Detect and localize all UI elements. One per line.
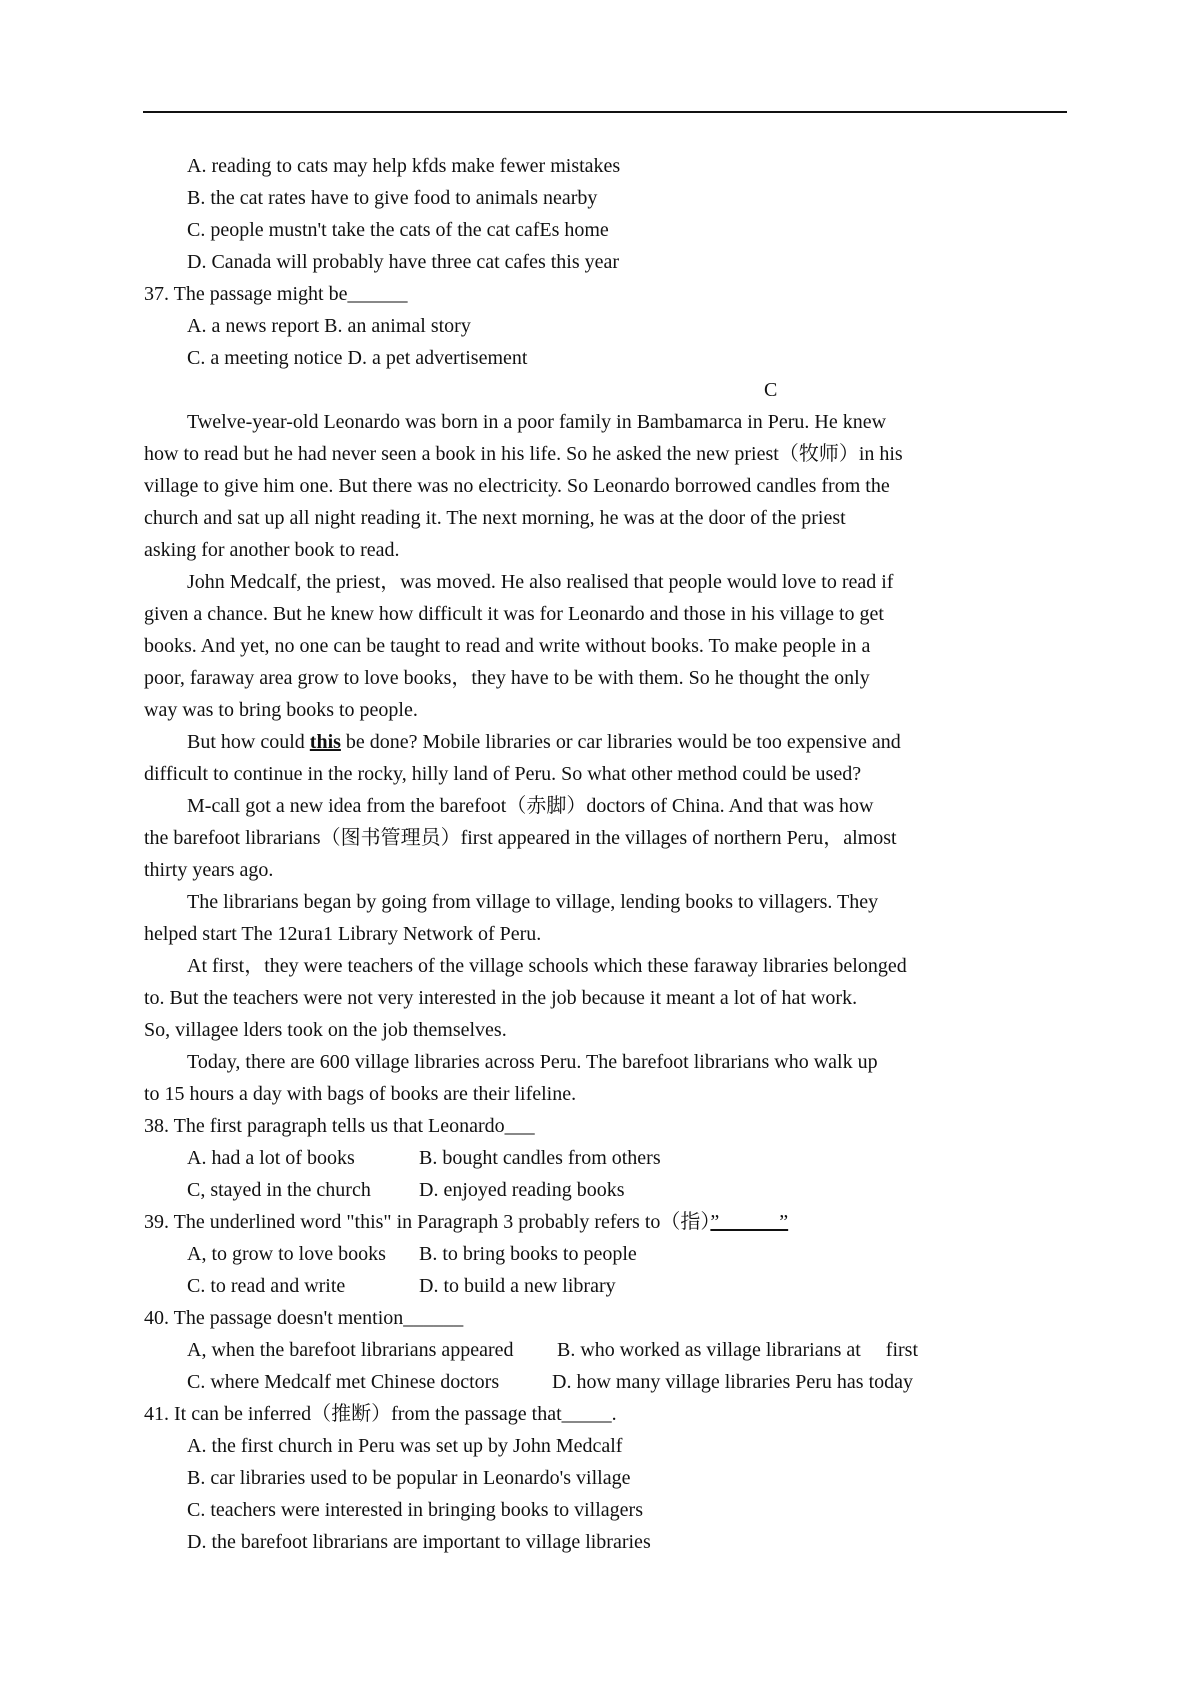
q38-option-a: A. had a lot of books: [187, 1147, 355, 1169]
q40-option-c: C. where Medcalf met Chinese doctors: [187, 1371, 500, 1393]
q41-option-a: A. the first church in Peru was set up by John Medcalf: [187, 1435, 623, 1457]
passage-text: be done? Mobile libraries or car libraries would be too expensive and: [340, 731, 901, 753]
q38-stem: 38. The first paragraph tells us that Leonardo___: [144, 1115, 535, 1137]
passage-line: helped start The 12ura1 Library Network of Peru.: [144, 923, 542, 945]
passage-line: given a chance. But he knew how difficult it was for Leonardo and those in his village to get: [144, 603, 884, 625]
q39-stem: 39. The underlined word "this" in Paragraph 3 probably refers to（指）: [144, 1211, 711, 1233]
q39-option-d: D. to build a new library: [419, 1275, 616, 1297]
q37-options-line2: C. a meeting notice D. a pet advertisement: [187, 347, 528, 369]
q38-option-b: B. bought candles from others: [419, 1147, 661, 1169]
passage-line: church and sat up all night reading it. The next morning, he was at the door of the priest: [144, 507, 846, 529]
q38-options-row1: [144, 1142, 1064, 1174]
q38-option-c: C, stayed in the church: [187, 1179, 371, 1201]
q40-options-row2: [144, 1366, 1064, 1398]
passage-line: M-call got a new idea from the barefoot（赤脚）doctors of China. And that was how: [187, 795, 874, 817]
q36-option-b: B. the cat rates have to give food to animals nearby: [187, 187, 598, 209]
q39-option-a: A, to grow to love books: [187, 1243, 386, 1265]
passage-text: But how could: [187, 731, 310, 753]
q40-option-b: B. who worked as village librarians at first: [557, 1339, 919, 1361]
q40-option-d: D. how many village libraries Peru has today: [552, 1371, 914, 1393]
passage-line: Twelve-year-old Leonardo was born in a poor family in Bambamarca in Peru. He knew: [187, 411, 887, 433]
underlined-word-this: this: [309, 731, 341, 753]
passage-line: [144, 726, 1064, 758]
q40-stem: 40. The passage doesn't mention______: [144, 1307, 464, 1329]
q37-options-line1: A. a news report B. an animal story: [187, 315, 471, 337]
q39-stem-line: [144, 1206, 1064, 1238]
q37-stem: 37. The passage might be______: [144, 283, 408, 305]
q40-option-a: A, when the barefoot librarians appeared: [187, 1339, 514, 1361]
page-content: [144, 150, 1064, 1558]
passage-line: the barefoot librarians（图书管理员）first appeared in the villages of northern Peru，almost: [144, 827, 897, 849]
header-rule: [143, 111, 1067, 113]
passage-line: to 15 hours a day with bags of books are their lifeline.: [144, 1083, 577, 1105]
passage-line: So, villagee lders took on the job themselves.: [144, 1019, 507, 1041]
passage-line: At first，they were teachers of the village schools which these faraway libraries belonged: [187, 955, 907, 977]
q39-option-c: C. to read and write: [187, 1275, 346, 1297]
q41-stem: 41. It can be inferred（推断）from the passage that_____.: [144, 1403, 617, 1425]
q36-option-d: D. Canada will probably have three cat cafes this year: [187, 251, 620, 273]
passage-line: difficult to continue in the rocky, hilly land of Peru. So what other method could be used?: [144, 763, 862, 785]
section-label: C: [764, 379, 778, 401]
passage-line: The librarians began by going from village to village, lending books to villagers. They: [187, 891, 879, 913]
q41-option-b: B. car libraries used to be popular in Leonardo's village: [187, 1467, 631, 1489]
q36-option-c: C. people mustn't take the cats of the cat cafEs home: [187, 219, 609, 241]
q40-options-row1: [144, 1334, 1064, 1366]
passage-line: village to give him one. But there was no electricity. So Leonardo borrowed candles from the: [144, 475, 890, 497]
q38-option-d: D. enjoyed reading books: [419, 1179, 625, 1201]
q39-blank: ”______”: [710, 1211, 789, 1233]
q39-options-row1: [144, 1238, 1064, 1270]
q36-option-a: A. reading to cats may help kfds make fewer mistakes: [187, 155, 621, 177]
passage-line: asking for another book to read.: [144, 539, 400, 561]
passage-line: thirty years ago.: [144, 859, 274, 881]
passage-line: Today, there are 600 village libraries across Peru. The barefoot librarians who walk up: [187, 1051, 878, 1073]
q41-option-d: D. the barefoot librarians are important to village libraries: [187, 1531, 651, 1553]
passage-line: way was to bring books to people.: [144, 699, 418, 721]
passage-line: John Medcalf, the priest，was moved. He also realised that people would love to read if: [187, 571, 894, 593]
q39-options-row2: [144, 1270, 1064, 1302]
passage-line: books. And yet, no one can be taught to read and write without books. To make people in a: [144, 635, 871, 657]
q41-option-c: C. teachers were interested in bringing books to villagers: [187, 1499, 643, 1521]
passage-line: how to read but he had never seen a book in his life. So he asked the new priest（牧师）in his: [144, 443, 903, 465]
passage-line: poor, faraway area grow to love books，they have to be with them. So he thought the only: [144, 667, 870, 689]
q38-options-row2: [144, 1174, 1064, 1206]
q39-option-b: B. to bring books to people: [419, 1243, 637, 1265]
passage-line: to. But the teachers were not very interested in the job because it meant a lot of hat work.: [144, 987, 858, 1009]
